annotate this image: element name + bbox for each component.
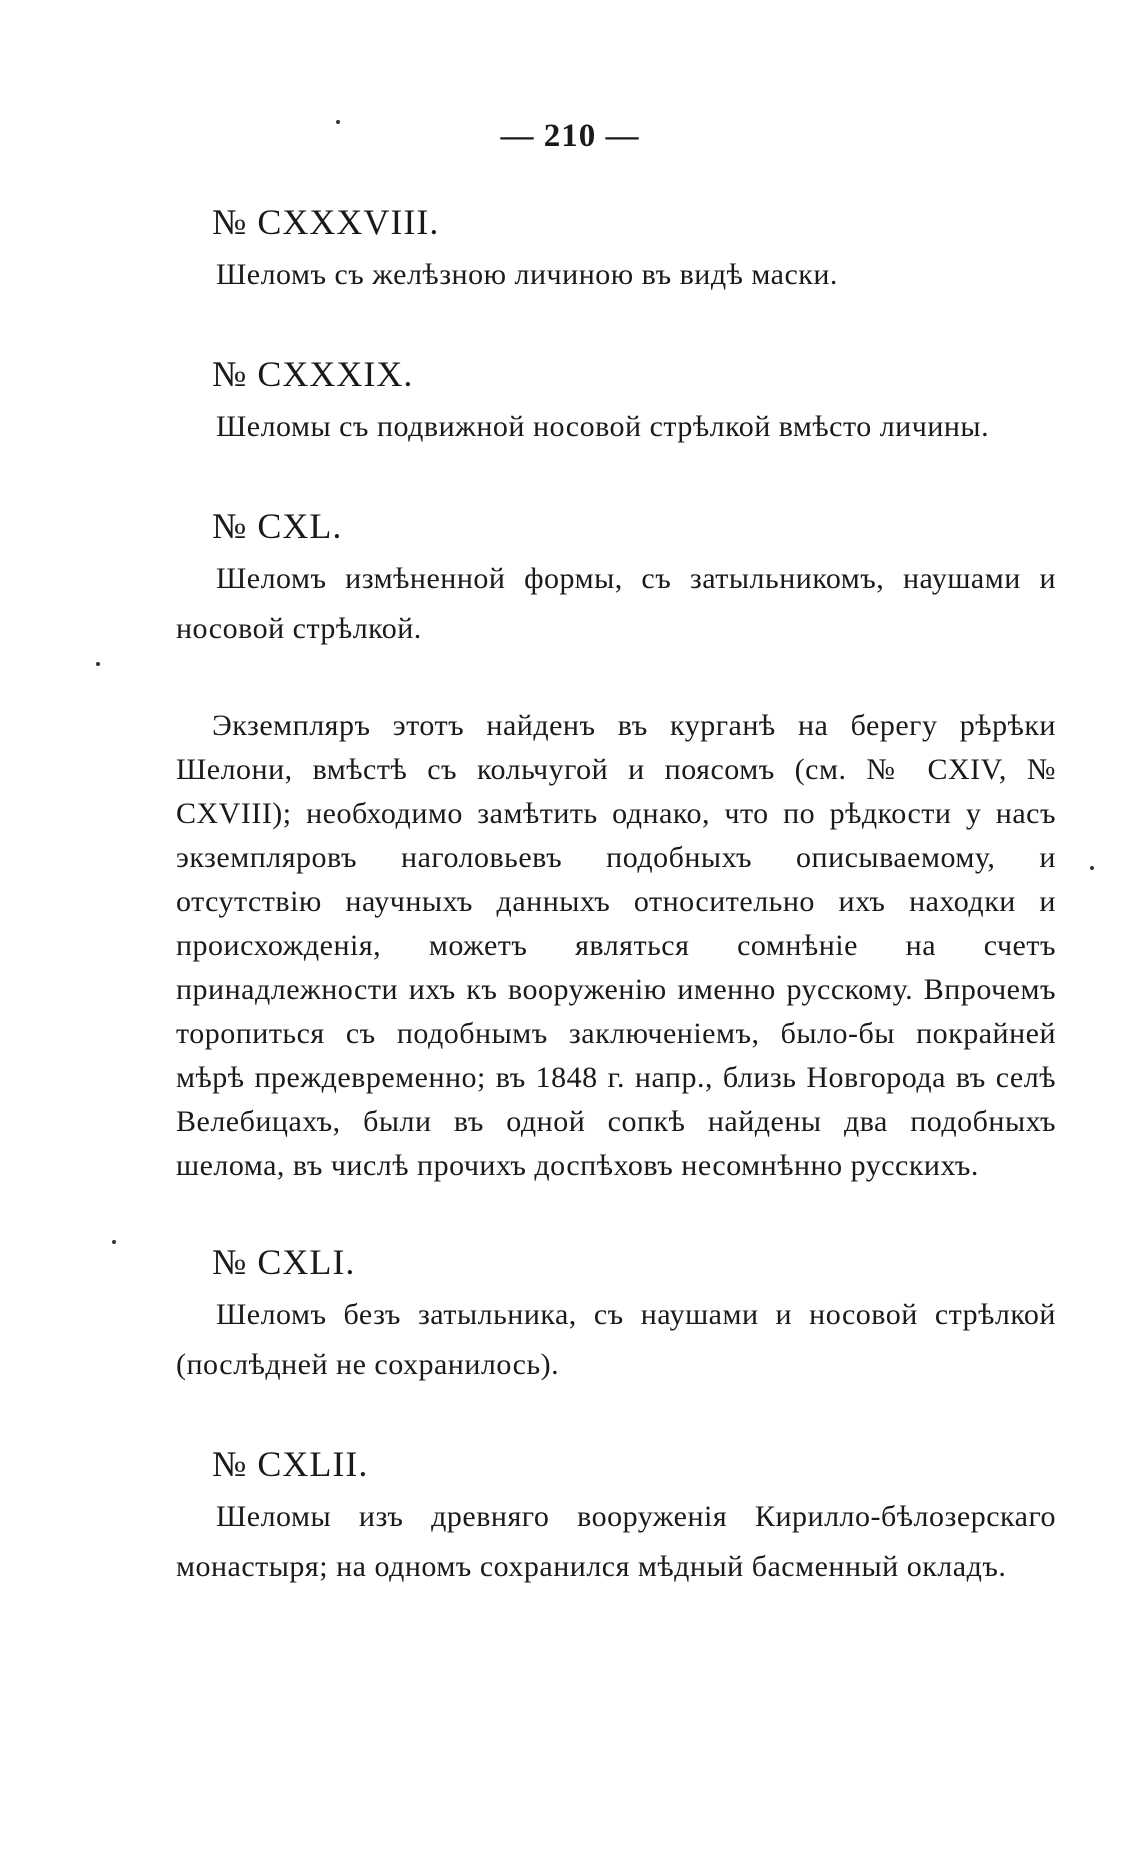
page-number: — 210 — [500,118,640,154]
scan-speck [96,662,100,666]
scan-speck [1090,866,1094,870]
catalog-entry [176,350,1056,452]
catalog-entry [176,1238,1056,1390]
entry-heading: № CXLI. [212,1242,356,1282]
entry-description: Шеломы съ подвижной носовой стрѣлкой вмѣсто личины. [216,410,990,443]
scan-speck [112,1240,116,1244]
catalog-entry [176,1440,1056,1592]
entry-description: Шеломъ измѣненной формы, съ затыльникомъ, наушами и носовой стрѣлкой. [176,562,1056,645]
catalog-entry [176,198,1056,300]
entry-heading: № CXXXIX. [212,354,414,394]
entry-heading: № CXL. [212,506,343,546]
commentary-paragraph: Экземпляръ этотъ найденъ въ курганѣ на берегу рѣрѣки Шелони, вмѣстѣ съ кольчугой и поясомъ (см. № CXIV, № CXVIII); необходимо замѣтить однако, что по рѣдкости у насъ экземпляровъ наголовьевъ подобныхъ описываемому, и отсутствію научныхъ данныхъ относительно ихъ находки и происхожденія, можетъ являться сомнѣніе на счетъ принадлежности ихъ къ вооруженію именно русскому. Впрочемъ торопиться съ подобнымъ заключеніемъ, было-бы покрайней мѣрѣ преждевременно; въ 1848 г. напр., близь Новгорода въ селѣ Велебицахъ, были въ одной сопкѣ найдены два подобныхъ шелома, въ числѣ прочихъ доспѣховъ несомнѣнно русскихъ. [176,709,1056,1182]
entry-heading: № CXLII. [212,1444,369,1484]
entry-description: Шеломъ безъ затыльника, съ наушами и носовой стрѣлкой (послѣдней не сохранилось). [176,1298,1056,1381]
page-content [176,198,1056,1642]
scan-speck [336,120,340,124]
entry-description: Шеломъ съ желѣзною личиною въ видѣ маски. [216,258,838,291]
catalog-entry [176,502,1056,654]
entry-description: Шеломы изъ древняго вооруженія Кирилло-бѣлозерскаго монастыря; на одномъ сохранился мѣдный басменный окладъ. [176,1500,1056,1583]
entry-heading: № CXXXVIII. [212,202,440,242]
